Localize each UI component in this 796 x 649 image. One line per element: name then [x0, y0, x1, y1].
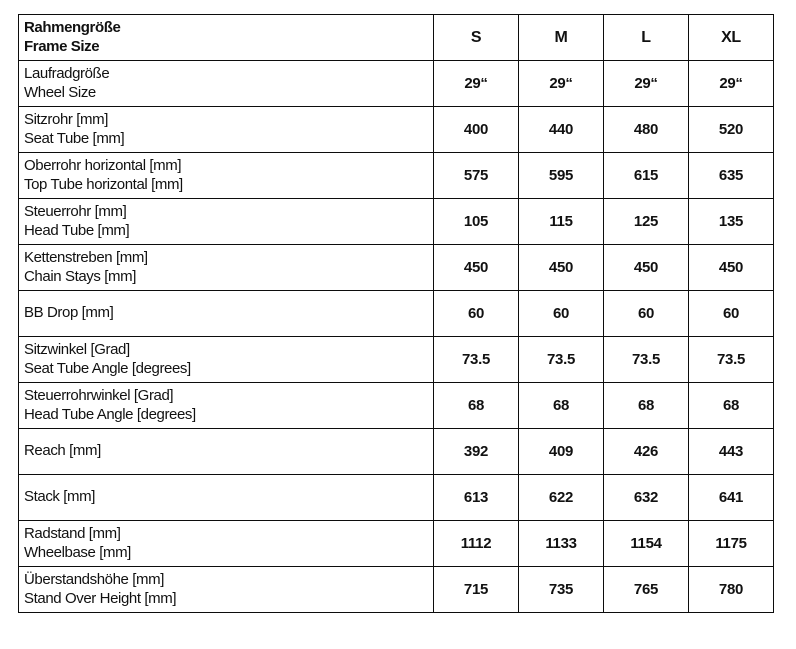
- table-body: [19, 61, 774, 613]
- table-row: [19, 521, 774, 567]
- value-cell-s: 1112: [434, 521, 519, 567]
- value-cell-xl: 450: [689, 245, 774, 291]
- value-cell-xl: 780: [689, 567, 774, 613]
- row-label-de: Steuerrohrwinkel [Grad]: [24, 387, 174, 405]
- value-cell-xl: 443: [689, 429, 774, 475]
- table-row: [19, 291, 774, 337]
- row-label-en: Top Tube horizontal [mm]: [24, 175, 183, 193]
- row-label-de: Oberrohr horizontal [mm]: [24, 157, 182, 175]
- size-header-m: M: [519, 15, 604, 61]
- value-cell-xl: 68: [689, 383, 774, 429]
- value-cell-l: 765: [604, 567, 689, 613]
- value-cell-m: 68: [519, 383, 604, 429]
- header-label-en: Frame Size: [24, 37, 100, 55]
- value-cell-xl: 60: [689, 291, 774, 337]
- table-row: [19, 475, 774, 521]
- row-label-cell: [19, 521, 434, 567]
- frame-geometry-table: [18, 14, 774, 613]
- value-cell-xl: 520: [689, 107, 774, 153]
- row-label-de: Kettenstreben [mm]: [24, 249, 148, 267]
- row-label-cell: [19, 567, 434, 613]
- table-row: [19, 153, 774, 199]
- row-label-cell: [19, 337, 434, 383]
- row-label-en: Seat Tube Angle [degrees]: [24, 359, 191, 377]
- value-cell-l: 125: [604, 199, 689, 245]
- row-label-de: Überstandshöhe [mm]: [24, 571, 164, 589]
- value-cell-l: 615: [604, 153, 689, 199]
- row-label-en: Head Tube [mm]: [24, 221, 130, 239]
- table-header-row: [19, 15, 774, 61]
- value-cell-l: 60: [604, 291, 689, 337]
- value-cell-m: 440: [519, 107, 604, 153]
- size-header-l: L: [604, 15, 689, 61]
- value-cell-s: 715: [434, 567, 519, 613]
- value-cell-m: 73.5: [519, 337, 604, 383]
- row-label-de: Sitzwinkel [Grad]: [24, 341, 130, 359]
- row-label-en: Head Tube Angle [degrees]: [24, 405, 196, 423]
- header-label-de: Rahmengröße: [24, 19, 121, 37]
- value-cell-l: 73.5: [604, 337, 689, 383]
- table-row: [19, 245, 774, 291]
- row-label-de: Stack [mm]: [24, 488, 96, 506]
- table-row: [19, 383, 774, 429]
- table-row: [19, 429, 774, 475]
- row-label-de: BB Drop [mm]: [24, 304, 114, 322]
- value-cell-s: 68: [434, 383, 519, 429]
- row-label-cell: [19, 475, 434, 521]
- size-header-s: S: [434, 15, 519, 61]
- row-label-de: Steuerrohr [mm]: [24, 203, 127, 221]
- value-cell-m: 595: [519, 153, 604, 199]
- value-cell-xl: 635: [689, 153, 774, 199]
- table-row: [19, 567, 774, 613]
- size-header-xl: XL: [689, 15, 774, 61]
- row-label-cell: [19, 107, 434, 153]
- value-cell-m: 1133: [519, 521, 604, 567]
- value-cell-l: 632: [604, 475, 689, 521]
- row-label-en: Wheel Size: [24, 83, 96, 101]
- value-cell-s: 400: [434, 107, 519, 153]
- row-label-en: Stand Over Height [mm]: [24, 589, 177, 607]
- value-cell-m: 115: [519, 199, 604, 245]
- row-label-cell: [19, 153, 434, 199]
- table-row: [19, 61, 774, 107]
- value-cell-xl: 73.5: [689, 337, 774, 383]
- value-cell-xl: 641: [689, 475, 774, 521]
- value-cell-l: 426: [604, 429, 689, 475]
- geometry-table-container: [18, 14, 774, 613]
- row-label-cell: [19, 291, 434, 337]
- value-cell-m: 450: [519, 245, 604, 291]
- value-cell-m: 29“: [519, 61, 604, 107]
- value-cell-m: 735: [519, 567, 604, 613]
- header-label-cell: [19, 15, 434, 61]
- table-row: [19, 107, 774, 153]
- row-label-cell: [19, 245, 434, 291]
- value-cell-l: 1154: [604, 521, 689, 567]
- value-cell-l: 29“: [604, 61, 689, 107]
- row-label-en: Seat Tube [mm]: [24, 129, 125, 147]
- value-cell-xl: 1175: [689, 521, 774, 567]
- value-cell-m: 409: [519, 429, 604, 475]
- value-cell-l: 450: [604, 245, 689, 291]
- row-label-cell: [19, 429, 434, 475]
- value-cell-s: 613: [434, 475, 519, 521]
- value-cell-l: 480: [604, 107, 689, 153]
- table-row: [19, 337, 774, 383]
- row-label-cell: [19, 383, 434, 429]
- row-label-cell: [19, 199, 434, 245]
- value-cell-s: 105: [434, 199, 519, 245]
- row-label-en: Chain Stays [mm]: [24, 267, 136, 285]
- value-cell-m: 60: [519, 291, 604, 337]
- table-row: [19, 199, 774, 245]
- row-label-cell: [19, 61, 434, 107]
- value-cell-s: 575: [434, 153, 519, 199]
- row-label-de: Radstand [mm]: [24, 525, 121, 543]
- value-cell-s: 29“: [434, 61, 519, 107]
- row-label-de: Laufradgröße: [24, 65, 110, 83]
- value-cell-xl: 135: [689, 199, 774, 245]
- row-label-de: Sitzrohr [mm]: [24, 111, 108, 129]
- row-label-de: Reach [mm]: [24, 442, 101, 460]
- value-cell-s: 450: [434, 245, 519, 291]
- value-cell-xl: 29“: [689, 61, 774, 107]
- row-label-en: Wheelbase [mm]: [24, 543, 131, 561]
- value-cell-s: 392: [434, 429, 519, 475]
- value-cell-l: 68: [604, 383, 689, 429]
- value-cell-s: 73.5: [434, 337, 519, 383]
- value-cell-m: 622: [519, 475, 604, 521]
- value-cell-s: 60: [434, 291, 519, 337]
